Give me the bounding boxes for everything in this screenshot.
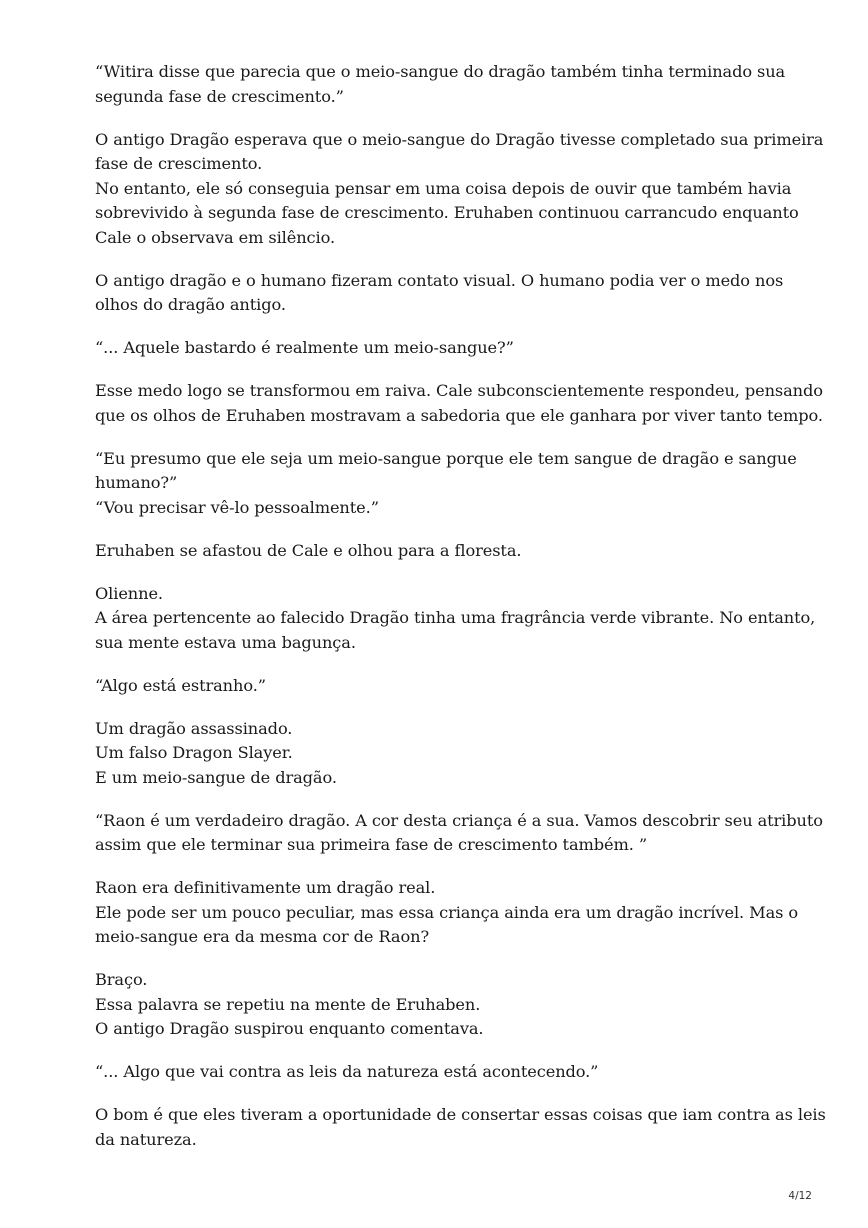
text-line: “Witira disse que parecia que o meio-sangue do dragão também tinha terminado sua: [95, 62, 786, 81]
text-line: “... Aquele bastardo é realmente um meio-sangue?”: [95, 338, 514, 357]
paragraph: [95, 674, 795, 699]
paragraph: [95, 876, 799, 950]
text-line: Um dragão assassinado.: [95, 718, 293, 738]
text-line: E um meio-sangue de dragão.: [95, 767, 337, 787]
text-line: Um falso Dragon Slayer.: [95, 743, 293, 762]
text-line: da natureza.: [95, 1129, 197, 1149]
text-line: Braço.: [95, 970, 148, 989]
paragraph: [95, 336, 795, 361]
paragraph: [95, 582, 816, 656]
paragraph: [95, 269, 795, 318]
text-line: A área pertencente ao falecido Dragão tinha uma fragrância verde vibrante. No entanto,: [95, 608, 816, 627]
paragraph: [95, 447, 795, 521]
text-line: Raon era definitivamente um dragão real.: [95, 878, 436, 897]
text-line: “Vou precisar vê-lo pessoalmente.”: [95, 497, 379, 517]
text-line: “... Algo que vai contra as leis da natureza está acontecendo.”: [95, 1062, 599, 1081]
text-line: assim que ele terminar sua primeira fase de crescimento também. ”: [95, 835, 648, 854]
document-body: [95, 60, 826, 1171]
text-line: sobrevivido à segunda fase de crescimento. Eruhaben continuou carrancudo enquanto: [95, 203, 799, 222]
paragraph: [95, 968, 795, 1042]
paragraph: [95, 1060, 795, 1085]
text-line: sua mente estava uma bagunça.: [95, 632, 356, 652]
text-line: que os olhos de Eruhaben mostravam a sabedoria que ele ganhara por viver tanto tempo.: [95, 405, 823, 425]
paragraph: [95, 128, 824, 251]
text-line: “Algo está estranho.”: [95, 675, 266, 695]
page-number: 4/12: [788, 1190, 812, 1202]
paragraph: [95, 60, 795, 109]
text-line: Esse medo logo se transformou em raiva. Cale subconscientemente respondeu, pensando: [95, 381, 823, 400]
text-line: humano?”: [95, 473, 178, 492]
text-line: segunda fase de crescimento.”: [95, 86, 344, 106]
paragraph: [95, 717, 795, 791]
text-line: O antigo Dragão esperava que o meio-sangue do Dragão tivesse completado sua primeira: [95, 129, 824, 149]
paragraph: [95, 1103, 826, 1152]
text-line: Ele pode ser um pouco peculiar, mas essa criança ainda era um dragão incrível. Mas o: [95, 902, 799, 922]
text-line: meio-sangue era da mesma cor de Raon?: [95, 927, 430, 946]
text-line: “Raon é um verdadeiro dragão. A cor desta criança é a sua. Vamos descobrir seu atributo: [95, 810, 823, 830]
text-line: O bom é que eles tiveram a oportunidade de consertar essas coisas que iam contra as leis: [95, 1105, 826, 1124]
text-line: Essa palavra se repetiu na mente de Eruhaben.: [95, 994, 481, 1014]
text-line: fase de crescimento.: [95, 154, 263, 173]
text-line: Olienne.: [95, 583, 163, 603]
text-line: olhos do dragão antigo.: [95, 295, 286, 314]
text-line: Cale o observava em silêncio.: [95, 227, 335, 247]
paragraph: [95, 539, 795, 564]
text-line: Eruhaben se afastou de Cale e olhou para a floresta.: [95, 540, 522, 560]
text-line: O antigo dragão e o humano fizeram contato visual. O humano podia ver o medo nos: [95, 270, 784, 290]
paragraph: [95, 809, 823, 858]
text-line: O antigo Dragão suspirou enquanto comentava.: [95, 1019, 484, 1038]
text-line: “Eu presumo que ele seja um meio-sangue porque ele tem sangue de dragão e sangue: [95, 448, 797, 468]
text-line: No entanto, ele só conseguia pensar em uma coisa depois de ouvir que também havia: [95, 178, 792, 198]
paragraph: [95, 379, 823, 428]
